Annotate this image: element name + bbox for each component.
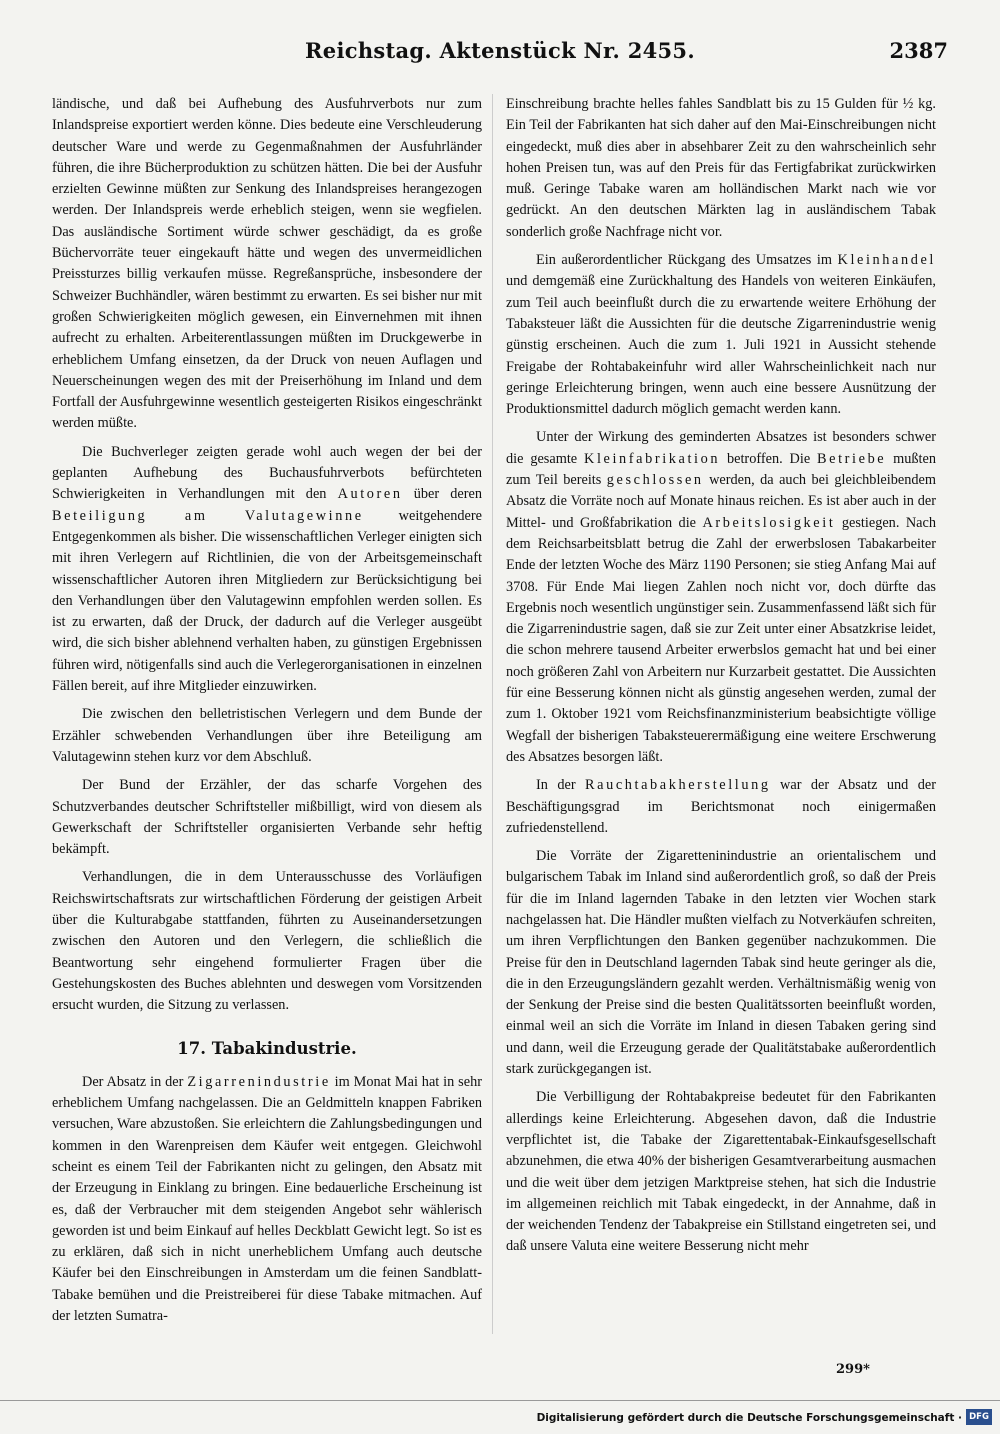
paragraph: Die zwischen den belletristischen Verlegern und dem Bunde der Erzähler schwebenden Verhandlungen über ihre Beteiligung am Valutagewinn stehen kurz vor dem Abschluß. (52, 706, 482, 765)
paragraph: In der Rauchtabakherstellung war der Absatz und der Beschäftigungsgrad im Berichtsmonat noch einigermaßen zufriedenstellend. (506, 777, 936, 836)
paragraph: Einschreibung brachte helles fahles Sandblatt bis zu 15 Gulden für ½ kg. Ein Teil der Fabrikanten hat sich daher auf den Mai-Einschreibungen nicht eingedeckt, muß dies aber in absehbarer Zeit zu den wahrscheinlich sehr hohen Preisen tun, was auf den Preis für das Fertigfabrikat zurückwirken muß. Geringe Tabake waren am holländischen Markt nach wie vor gedrückt. An den deutschen Märkten lag in ausländischem Tabak sonderlich große Nachfrage nicht vor. (506, 96, 936, 240)
spaced-term: Kleinfabrikation (584, 450, 721, 467)
spaced-term: Kleinhandel (837, 252, 936, 269)
spaced-term: Zigarrenindustrie (187, 1073, 331, 1090)
section-title: 17. Tabakindustrie. (177, 1039, 357, 1059)
paragraph: Die Vorräte der Zigaretteninindustrie an orientalischem und bulgarischem Tabak im Inland sind außerordentlich groß, so daß der Preis für die im Inland lagernden Tabake in den letzten vier Wochen stark nachgelassen hat. Die Händler mußten vielfach zu Notverkäufen schreiten, um ihren Verpflichtungen den Banken gegenüber nachzukommen. Die Preise für den in Deutschland lagernden Tabak sind heute geringer als die, die in den Erzeugungsländern gezahlt werden. Verhältnismäßig wenig von der Senkung der Preise sind die besten Qualitätssorten beeinflußt worden, einmal weil an sich die Vorräte im Inland in diesen Tabaken gering sind und dann, weil die Erzeugung gerade der Qualitätstabake außerordentlich stark zurückgegangen ist. (506, 848, 936, 1078)
dfg-logo-icon: DFG (966, 1409, 992, 1425)
page-header (52, 38, 948, 68)
paragraph: Verhandlungen, die in dem Unterausschusse des Vorläufigen Reichswirtschaftsrats zur wirtschaftlichen Förderung der geistigen Arbeit über die Kulturabgabe stattfanden, führten zu Auseinandersetzungen zwischen den Autoren und den Verlegern, die schließlich die Beantwortung sehr eingehend formulierter Fragen über die Gestehungskosten des Buches ablehnten und deswegen vom Vorsitzenden ersucht wurden, die Sitzung zu verlassen. (52, 869, 482, 1014)
spaced-term: Betriebe (817, 450, 887, 467)
page-number: 2387 (889, 38, 948, 63)
paragraph: Der Absatz in der Zigarrenindustrie im Monat Mai hat in sehr erheblichem Umfang nachgelassen. Die an Geldmitteln knappen Fabriken versuchen, Ware abzustoßen. Sie erleichtern die Zahlungsbedingungen und kommen in den Warenpreisen dem Käufer weit entgegen. Gleichwohl scheint es einem Teil der Fabrikanten nicht zu gelingen, den Absatz mit der Erzeugung in Einklang zu bringen. Eine bedauerliche Erscheinung ist es, daß der Verbraucher mit dem steigenden Angebot sehr wählerisch geworden ist und beim Einkauf auf helles Deckblatt Gewicht legt. So ist es zu erklären, daß sich in nicht unerheblichem Umfang auch deutsche Käufer bei den Einschreibungen in Amsterdam um die feinen Sandblatt-Tabake bemühen und die Preistreiberei für diese Tabake mitmachen. Auf der letzten Sumatra- (52, 1073, 482, 1325)
paragraph: Die Verbilligung der Rohtabakpreise bedeutet für den Fabrikanten allerdings keine Erleichterung. Abgesehen davon, daß die Industrie verpflichtet ist, die Tabake der Zigarettentabak-Einkaufsgesellschaft abzunehmen, die etwa 40% der bisherigen Gesamtverarbeitung ausmachen und die weit über dem jetzigen Marktpreise stehen, hat sich die Industrie im allgemeinen reichlich mit Tabak eingedeckt, in der Annahme, daß in der weichenden Tendenz der Tabakpreise ein Stillstand eingetreten sei, und daß unsere Valuta eine weitere Besserung nicht mehr (506, 1089, 936, 1255)
column-divider (492, 94, 493, 1334)
paragraph: Ein außerordentlicher Rückgang des Umsatzes im Kleinhandel und demgemäß eine Zurückhaltung des Handels von weiteren Einkäufen, zum Teil auch beeinflußt durch die zu erwartende weitere Erhöhung der Tabaksteuer läßt die Aussichten für die deutsche Zigarrenindustrie wenig günstig erscheinen. Auch die zum 1. Juli 1921 in Aussicht stehende Freigabe der Rohtabakeinfuhr wird aller Wahrscheinlichkeit nach nur geringe Erleichterung bringen, wenn auch eine bessere Ausnützung der Produktionsmittel dadurch möglich gemacht werden kann. (506, 252, 936, 418)
paragraph: Unter der Wirkung des geminderten Absatzes ist besonders schwer die gesamte Kleinfabrikation betroffen. Die Betriebe mußten zum Teil bereits geschlossen werden, da auch bei gleichbleibendem Absatz die Vorräte noch auf Monate hinaus reichen. Es ist aber auch in der Mittel- und Großfabrikation die Arbeitslosigkeit gestiegen. Nach dem Reichsarbeitsblatt betrug die Zahl der erwerbslosen Tabakarbeiter Ende der letzten Woche des März 1190 Personen; sie stieg Anfang Mai auf 3708. Für Ende Mai liegen Zahlen noch nicht vor, doch dürfte das Ergebnis noch wesentlich ungünstiger sein. Zusammenfassend läßt sich für die Zigarrenindustrie sagen, daß sie zur Zeit unter einer Absatzkrise leidet, die schon mehrere tausend Arbeiter erwerbslos gemacht hat und bei einer noch größeren Zahl von Arbeitern nur Kurzarbeit gestattet. Die Aussichten für eine Besserung können nicht als günstig angesehen werden, zumal der zum 1. Oktober 1921 vom Reichsfinanzministerium beabsichtigte völlige Wegfall der bisherigen Tabaksteuerermäßigung eine weitere Erschwerung des Absatzes besorgen läßt. (506, 429, 937, 765)
left-column (52, 94, 482, 1334)
paragraph: Die Buchverleger zeigten gerade wohl auch wegen der bei der geplanten Aufhebung des Buchausfuhrverbots befürchteten Schwierigkeiten in Verhandlungen mit den Autoren über deren Beteiligung am Valutagewinne weitgehendere Entgegenkommen als bisher. Die wissenschaftlichen Verleger einigten sich mit ihren Verlegern auf Richtlinien, die von der Arbeitsgemeinschaft wissenschaftlicher Autoren ihren Mitgliedern zur Berücksichtigung bei den Verhandlungen über den Valutagewinn empfohlen werden sollen. Es ist zu erwarten, daß der Druck, der dadurch auf die Verleger ausgeübt wird, die sich bisher ablehnend verhalten haben, zu günstigen Ergebnissen führen wird, nötigenfalls sind auch die Verlegerorganisationen in einzelnen Fällen bereit, auf ihre Mitglieder einzuwirken. (52, 443, 483, 695)
paragraph: ländische, und daß bei Aufhebung des Ausfuhrverbots nur zum Inlandspreise exportiert werden könne. Dies bedeute eine Verschleuderung deutscher Ware und werde zu Gegenmaßnahmen der Ausfuhrländer führen, die ihre Bücherproduktion zu schützen hätten. Die bei der Ausfuhr erzielten Gewinne müßten zur Senkung des Inlandspreises herangezogen werden. Der Inlandspreis werde erheblich steigen, wenn sie wegfielen. Das ausländische Sortiment würde schwer geschädigt, da es große Büchervorräte teuer eingekauft hätte und wegen des unvermeidlichen Preissturzes billig verkaufen müsse. Regreßansprüche, insbesondere der Schweizer Buchhändler, wären bestimmt zu erwarten. Es sei bisher nur mit großen Schwierigkeiten möglich gewesen, ein Einvernehmen mit ihnen aufrecht zu erhalten. Arbeiterentlassungen müßten im Druckgewerbe in erheblichem Umfang einsetzen, da der Druck von neuen Auflagen und Neuerscheinungen wegen des mit der Preiserhöhung im Inland und dem Fortfall der Ausfuhrgewinne wesentlich gesteigerten Risikos eingeschränkt werden müßte. (52, 96, 482, 432)
signature-mark: 299* (836, 1362, 870, 1377)
running-head: Reichstag. Aktenstück Nr. 2455. (305, 38, 695, 63)
spaced-term: Arbeitslosigkeit (702, 514, 836, 531)
digitization-credit: Digitalisierung gefördert durch die Deutsche Forschungsgemeinschaft · (536, 1412, 962, 1424)
paragraph: Der Bund der Erzähler, der das scharfe Vorgehen des Schutzverbandes deutscher Schriftsteller mißbilligt, wird von diesem als Gewerkschaft der Schriftsteller organisierten Verbande sehr heftig bekämpft. (52, 777, 482, 858)
spaced-term: Autoren (337, 486, 403, 503)
footer-rule (0, 1400, 1000, 1401)
spaced-term: geschlossen (606, 472, 704, 489)
right-column (506, 94, 936, 1265)
spaced-term: Rauchtabakherstellung (585, 777, 771, 794)
spaced-term: Beteiligung am Valutagewinne (52, 507, 364, 524)
